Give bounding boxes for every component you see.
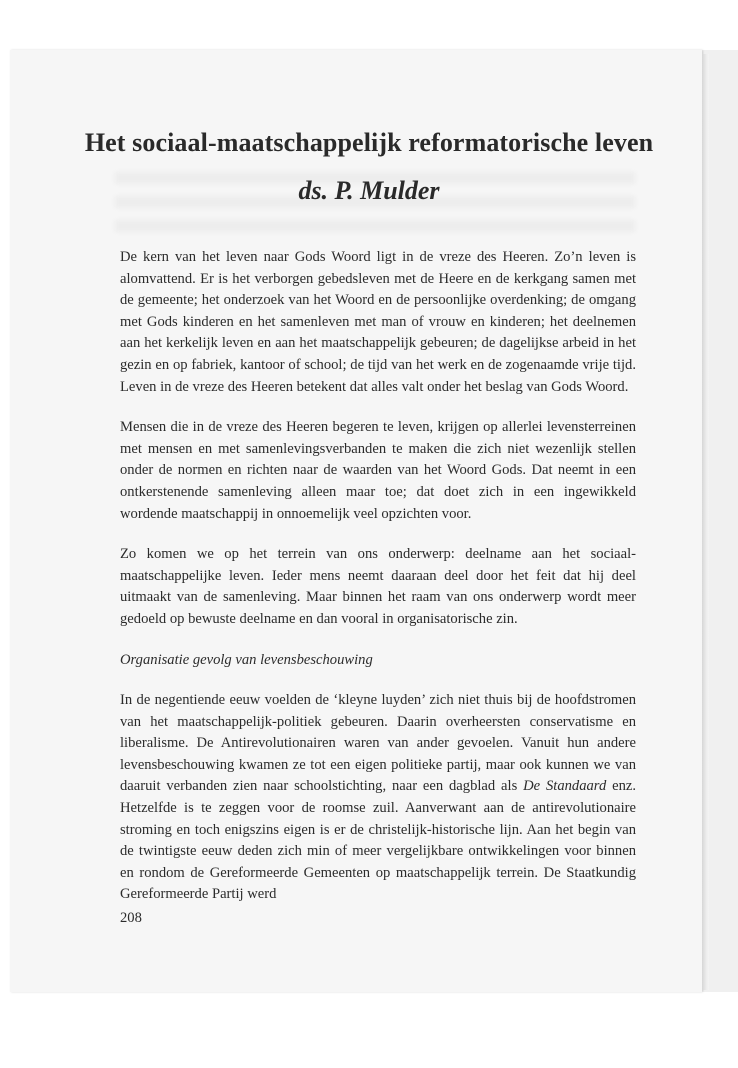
paragraph-text: In de negentiende eeuw voelden de ‘kleyne luyden’ zich niet thuis bij de hoofdstromen van het maatschappelijk-politiek gebeuren. Daarin overheersten conservatisme en liberalisme. De Antirevolutionairen waren van ander gevoelen. Vanuit hun andere levensbeschouwing kwamen ze tot een eigen politieke partij, maar ook kunnen we van daaruit verbanden zien naar schoolstichting, naar een dagblad als (120, 692, 636, 795)
paragraph: De kern van het leven naar Gods Woord ligt in de vreze des Heeren. Zo’n leven is alomvattend. Er is het verborgen gebedsleven met de Heere en de kerkgang samen met de gemeente; het onderzoek van het Woord en de persoonlijke overdenking; de omgang met Gods kinderen en het samenleven met man of vrouw en kinderen; het deelnemen aan het kerkelijk leven en aan het maatschappelijk gebeuren; de dagelijkse arbeid in het gezin en op fabriek, kantoor of school; de tijd van het werk en de zogenaamde vrije tijd. Leven in de vreze des Heeren betekent dat alles valt onder het beslag van Gods Woord. (120, 249, 636, 395)
article-title: Het sociaal-maatschappelijk reformatorische leven (84, 128, 654, 157)
article-body (120, 247, 636, 925)
article-author: ds. P. Mulder (298, 176, 440, 205)
paragraph: Zo komen we op het terrein van ons onderwerp: deelname aan het sociaal-maatschappelijke leven. Ieder mens neemt daaraan deel door het feit dat hij deel uitmaakt van de samenleving. Maar binnen het raam van ons onderwerp wordt meer gedoeld op bewuste deelname en dan vooral in organisatorische zin. (120, 546, 636, 627)
newspaper-title: De Standaard (523, 778, 607, 795)
section-heading: Organisatie gevolg van levensbeschouwing (120, 651, 373, 668)
page-number: 208 (120, 910, 142, 926)
paragraph-text: enz. Hetzelfde is te zeggen voor de roomse zuil. Aanverwant aan de antirevolutionaire stroming en toch enigszins eigen is er de christelijk-historische lijn. Aan het begin van de twintigste eeuw deden zich min of meer vergelijkbare ontwikkelingen voor binnen en rondom de Gereformeerde Gemeenten op maatschappelijk terrein. De Staatkundig Gereformeerde Partij werd (120, 778, 636, 903)
paragraph: Mensen die in de vreze des Heeren begeren te leven, krijgen op allerlei levensterreinen met mensen en met samenlevingsverbanden te maken die zich niet wezenlijk stellen onder de normen en richten naar de waarden van het Woord Gods. Dat neemt in een ontkerstenende samenleving alleen maar toe; dat doet zich in een ingewikkeld wordende maatschappij in onnoemelijk veel opzichten voor. (120, 419, 636, 522)
paragraph (120, 690, 636, 906)
show-through-shadow (115, 220, 635, 232)
